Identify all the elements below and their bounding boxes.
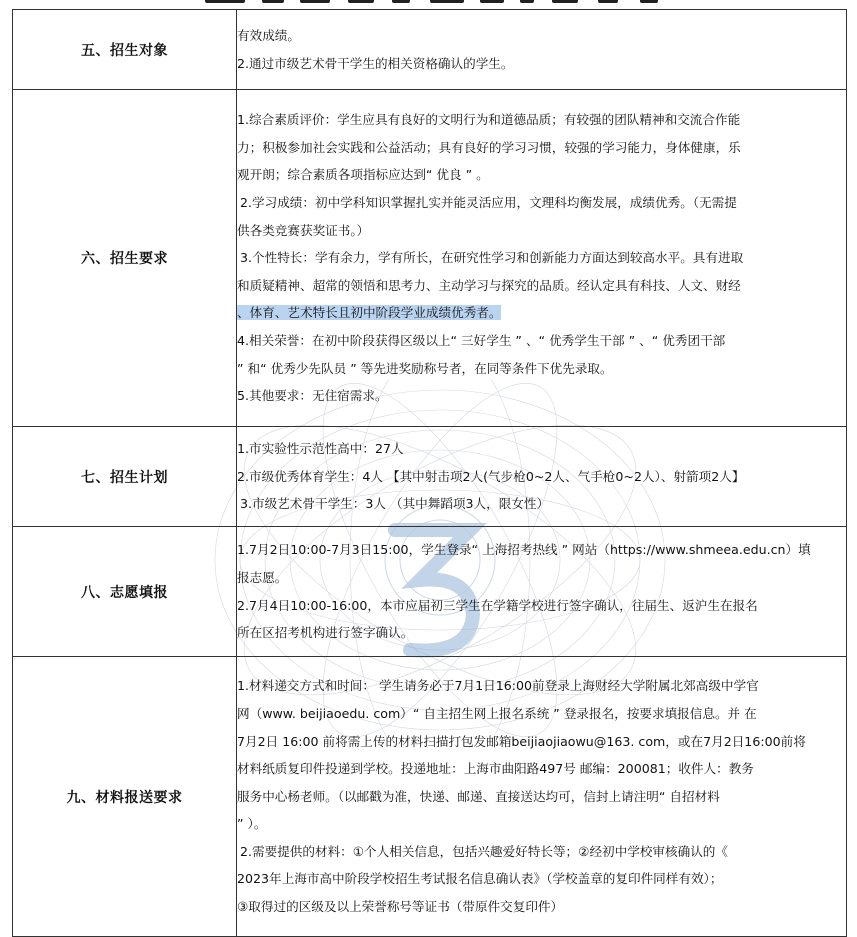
text-line: [237, 299, 846, 327]
text-line: 供各类竞赛获奖证书。）: [237, 222, 370, 238]
row-content: [237, 10, 847, 90]
row-label: 六、招生要求: [13, 90, 237, 427]
row-label: 九、材料报送要求: [13, 657, 237, 937]
text-line: ” 和“ 优秀少先队员 ” 等先进奖励称号者，在同等条件下优先录取。: [237, 360, 613, 376]
text-line: 1.材料递交方式和时间： 学生请务必于7月1日16:00前登录上海财经大学附属北郊高级中学官: [237, 678, 759, 694]
text-line: 7月2日 16:00 前将需上传的材料扫描打包发邮箱beijiaojiaowu@163. com，或在7月2日16:00前将: [237, 733, 806, 749]
row-content: [237, 427, 847, 527]
text-line: 1.市实验性示范性高中：27人: [237, 441, 404, 457]
row-label: 七、招生计划: [13, 427, 237, 527]
row-content: [237, 90, 847, 427]
text-line: 3.市级艺术骨干学生：3人 （其中舞蹈项3人，限女性）: [240, 496, 550, 512]
text-line: 2.7月4日10:00-16:00，本市应届初三学生在学籍学校进行签字确认，往届生、返沪生在报名: [237, 597, 758, 613]
row-label: 五、招生对象: [13, 10, 237, 90]
table-row: [13, 657, 847, 937]
table-row: [13, 427, 847, 527]
text-line: 2.学习成绩：初中学科知识掌握扎实并能灵活应用，文理科均衡发展，成绩优秀。（无需提: [240, 195, 737, 211]
text-line: 2.通过市级艺术骨干学生的相关资格确认的学生。: [237, 55, 514, 71]
text-line: 5.其他要求：无住宿需求。: [237, 388, 388, 404]
row-content: [237, 527, 847, 657]
text-line: 2.需要提供的材料：①个人相关信息，包括兴趣爱好特长等；②经初中学校审核确认的《: [240, 843, 728, 859]
row-label: 八、志愿填报: [13, 527, 237, 657]
text-line: 2.市级优秀体育学生：4人 【其中射击项2人(气步枪0~2人、气手枪0~2人）、射箭项2人】: [237, 468, 745, 484]
text-line: 有效成绩。: [237, 27, 300, 43]
text-line: 力；积极参加社会实践和公益活动；具有良好的学习习惯，较强的学习能力，身体健康，乐: [237, 139, 741, 155]
text-line: 报志愿。: [237, 569, 288, 585]
text-line: 网（www. beijiaoedu. com）“ 自主招生网上报名系统 ” 登录报名，按要求填报信息。并 在: [237, 705, 757, 721]
text-line: 1.综合素质评价：学生应具有良好的文明行为和道德品质；有较强的团队精神和交流合作能: [237, 112, 741, 128]
text-line: 服务中心杨老师。（以邮戳为准，快递、邮递、直接送达均可，信封上请注明“ 自招材料: [237, 788, 720, 804]
text-line: ” ）。: [237, 816, 267, 832]
text-line: 3.个性特长：学有余力，学有所长，在研究性学习和创新能力方面达到较高水平。具有进取: [240, 250, 744, 266]
table-row: [13, 90, 847, 427]
text-line: 观开朗；综合素质各项指标应达到“ 优良 ” 。: [237, 167, 489, 183]
table-row: [13, 10, 847, 90]
text-line: 所在区招考机构进行签字确认。: [237, 625, 414, 641]
text-line: ③取得过的区级及以上荣誉称号等证书（带原件交复印件）: [237, 899, 564, 915]
cropped-header-fragment: [0, 0, 857, 6]
text-line: 和质疑精神、超常的领悟和思考力、主动学习与探究的品质。经认定具有科技、人文、财经: [237, 277, 741, 293]
admissions-table: [12, 9, 847, 937]
text-line: 2023年上海市高中阶段学校招生考试报名信息确认表》（学校盖章的复印件同样有效）；: [237, 871, 723, 887]
row-content: [237, 657, 847, 937]
text-line: 1.7月2日10:00-7月3日15:00，学生登录“ 上海招考热线 ” 网站（https://www.shmeea.edu.cn）填: [237, 542, 811, 558]
text-selection-highlight[interactable]: 、体育、艺术特长且初中阶段学业成绩优秀者。: [237, 305, 502, 321]
text-line: 4.相关荣誉：在初中阶段获得区级以上“ 三好学生 ” 、“ 优秀学生干部 ” 、“ 优秀团干部: [237, 332, 726, 348]
text-line: 材料纸质复印件投递到学校。投递地址：上海市曲阳路497号 邮编：200081；收件人：教务: [237, 761, 754, 777]
table-row: [13, 527, 847, 657]
